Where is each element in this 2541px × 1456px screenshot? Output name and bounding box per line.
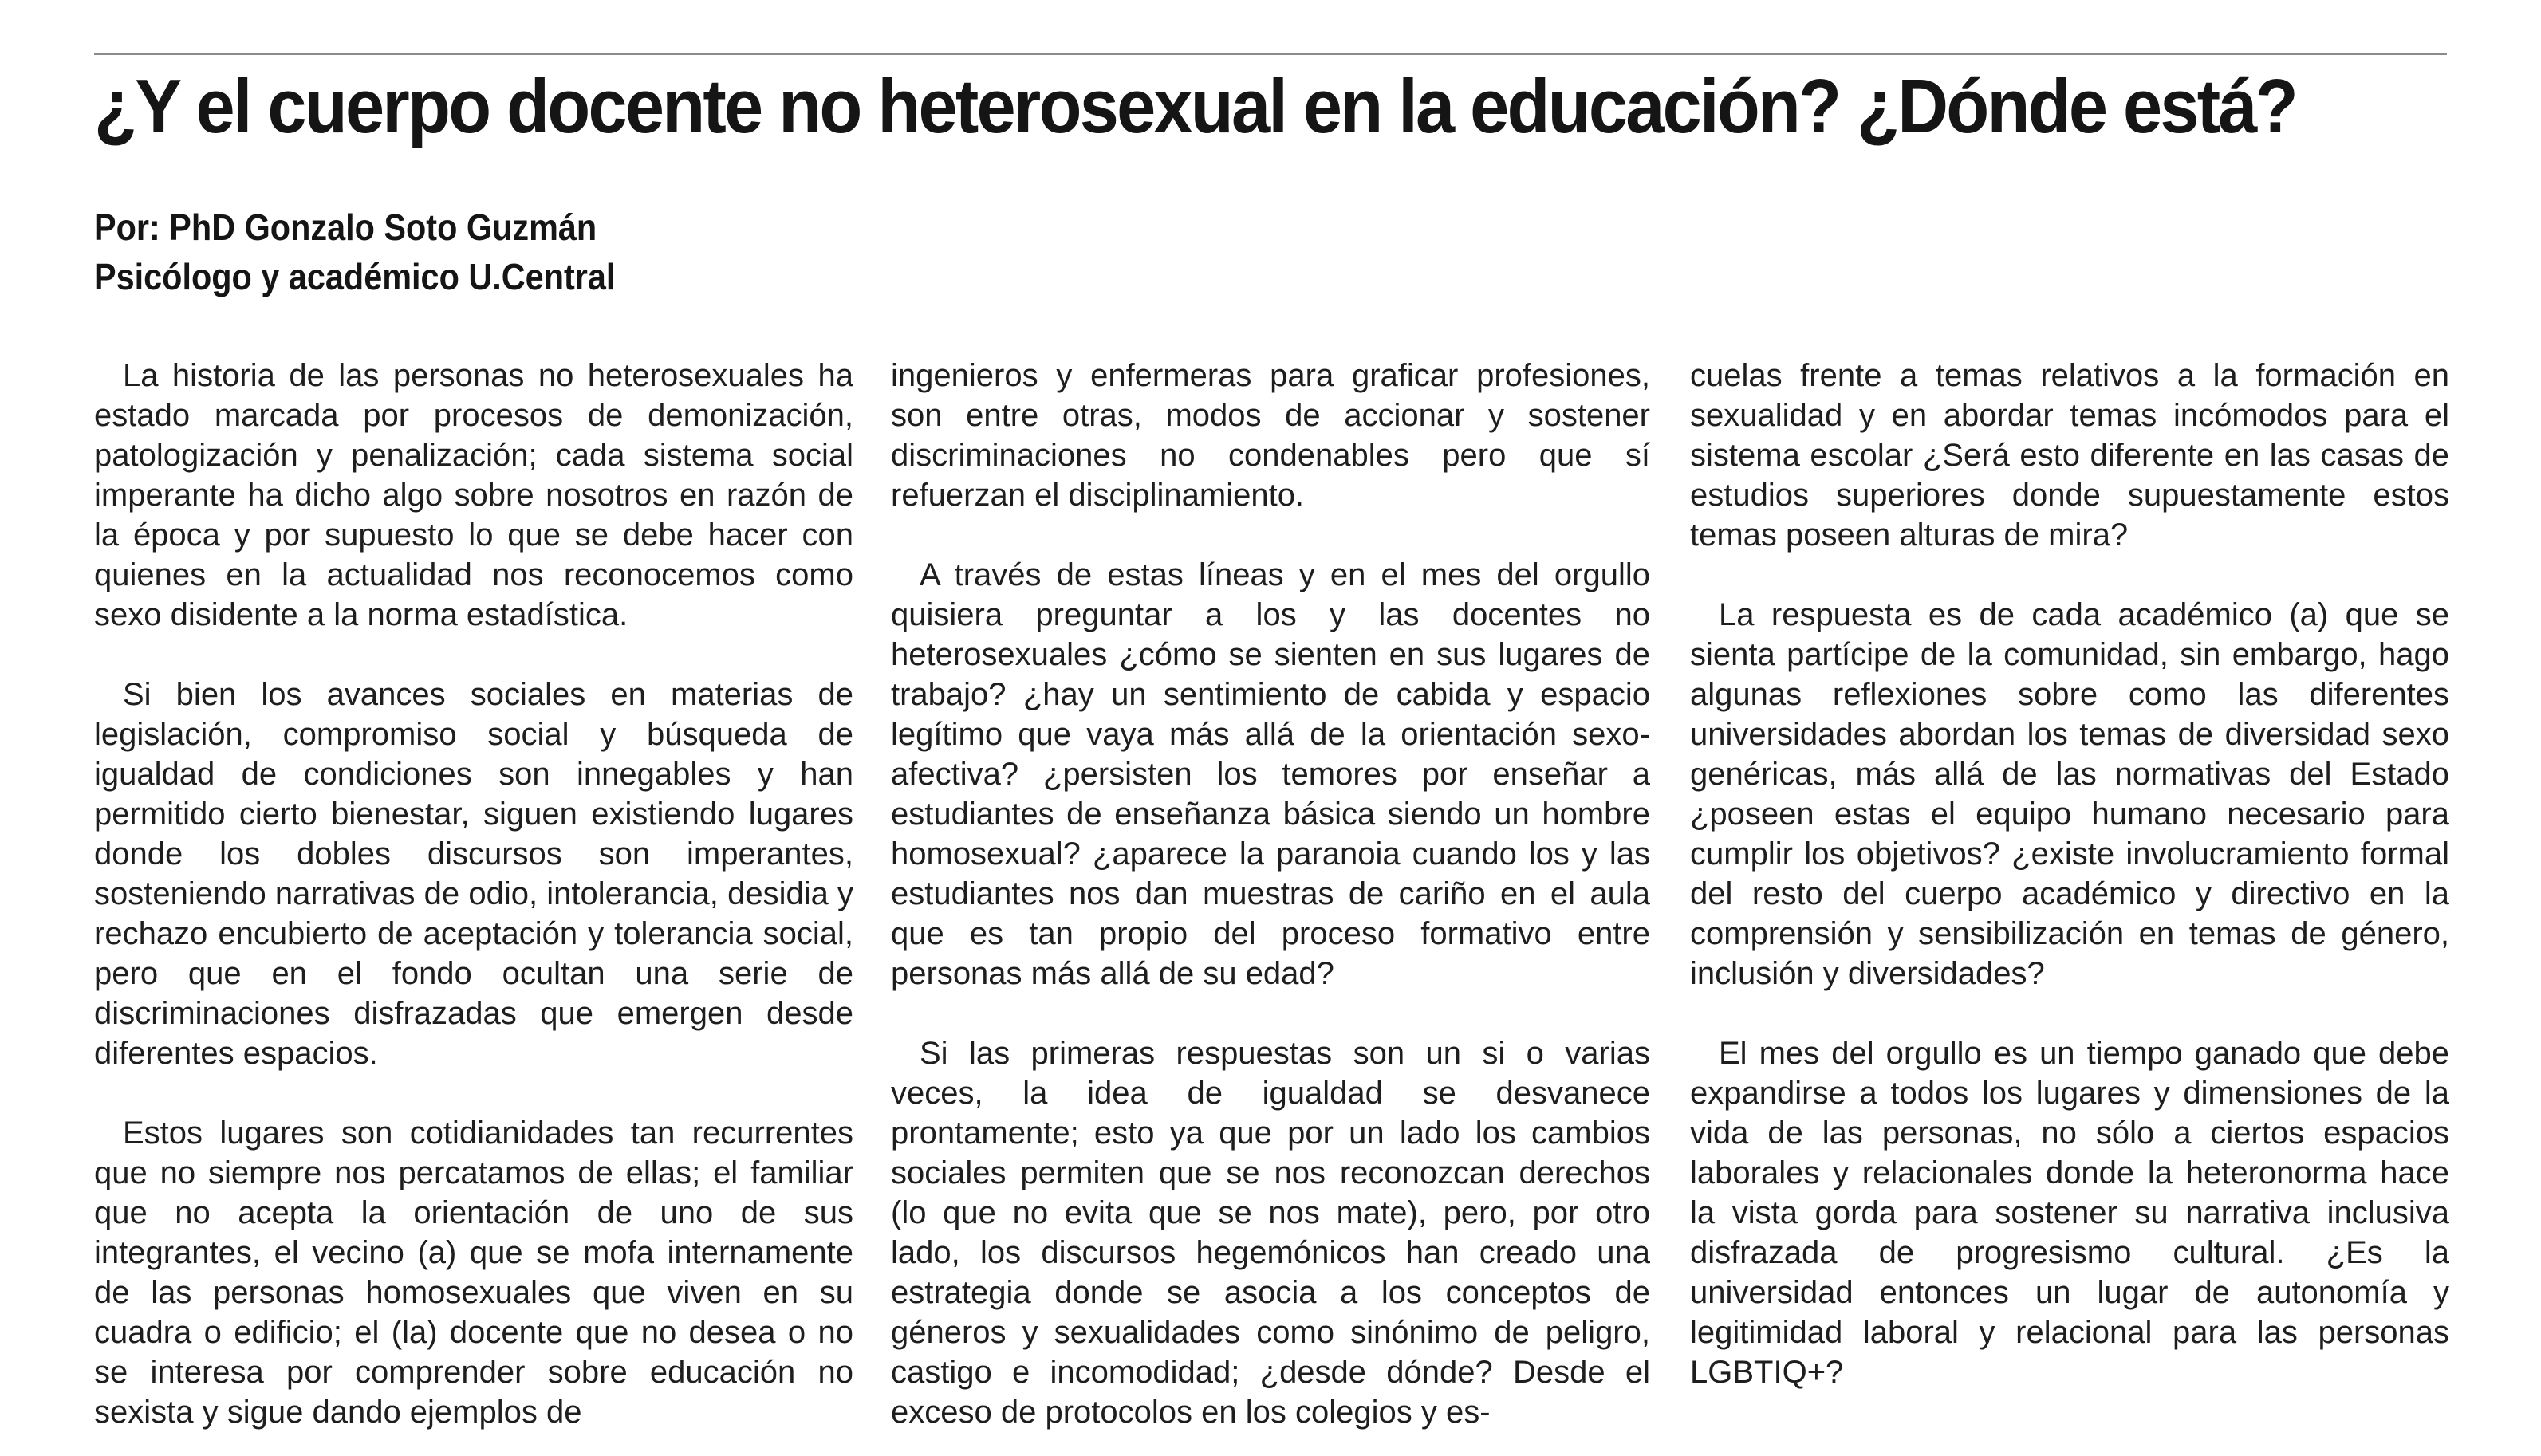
text-column-3 (1690, 356, 2449, 1392)
paragraph: A través de estas líneas y en el mes del orgullo quisiera preguntar a los y las docentes no heterosexuales ¿cómo se sienten en sus lugares de trabajo? ¿hay un sentimiento de cabida y espacio legítimo que vaya más allá de la orientación sexo-afectiva? ¿persisten los temores por enseñar a estudiantes de enseñanza básica siendo un hombre homosexual? ¿aparece la paranoia cuando los y las estudiantes nos dan muestras de cariño en el aula que es tan propio del proceso formativo entre personas más allá de su edad? (891, 557, 1650, 991)
article-title: ¿Y el cuerpo docente no heterosexual en la educación? ¿Dónde está? (94, 64, 2296, 149)
paragraph-continued: cuelas frente a temas relativos a la formación en sexualidad y en abordar temas incómodos para el sistema escolar ¿Será esto diferente en las casas de estudios superiores donde supuestamente estos temas poseen alturas de mira? (1690, 358, 2449, 553)
paragraph: La respuesta es de cada académico (a) que se sienta partícipe de la comunidad, sin embargo, hago algunas reflexiones sobre como las diferentes universidades abordan los temas de diversidad sexo genéricas, más allá de las normativas del Estado ¿poseen estas el equipo humano necesario para cumplir los objetivos? ¿existe involucramiento formal del resto del cuerpo académico y directivo en la comprensión y sensibilización en temas de género, inclusión y diversidades? (1690, 597, 2449, 991)
paragraph: Si las primeras respuestas son un si o varias veces, la idea de igualdad se desvanece prontamente; esto ya que por un lado los cambios sociales permiten que se nos reconozcan derechos (lo que no evita que se nos mate), pero, por otro lado, los discursos hegemónicos han creado una estrategia donde se asocia a los conceptos de géneros y sexualidades como sinónimo de peligro, castigo e incomodidad; ¿desde dónde? Desde el exceso de protocolos en los colegios y es- (891, 1036, 1650, 1430)
text-column-1 (94, 356, 853, 1432)
text-column-2 (891, 356, 1650, 1432)
paragraph: El mes del orgullo es un tiempo ganado que debe expandirse a todos los lugares y dimensiones de la vida de las personas, no sólo a ciertos espacios laborales y relacionales donde la heteronorma hace la vista gorda para sostener su narrativa inclusiva disfrazada de progresismo cultural. ¿Es la universidad entonces un lugar de autonomía y legitimidad laboral y relacional para las personas LGBTIQ+? (1690, 1036, 2449, 1390)
paragraph: Si bien los avances sociales en materias de legislación, compromiso social y búsqueda de igualdad de condiciones son innegables y han permitido cierto bienestar, siguen existiendo lugares donde los dobles discursos son imperantes, sosteniendo narrativas de odio, intolerancia, desidia y rechazo encubierto de aceptación y tolerancia social, pero que en el fondo ocultan una serie de discriminaciones disfrazadas que emergen desde diferentes espacios. (94, 677, 853, 1071)
top-rule (94, 53, 2447, 55)
paragraph: Estos lugares son cotidianidades tan recurrentes que no siempre nos percatamos de ellas; el familiar que no acepta la orientación de uno de sus integrantes, el vecino (a) que se mofa internamente de las personas homosexuales que viven en su cuadra o edificio; el (la) docente que no desea o no se interesa por comprender sobre educación no sexista y sigue dando ejemplos de (94, 1116, 853, 1430)
byline-role: Psicólogo y académico U.Central (94, 256, 616, 297)
byline (94, 203, 615, 301)
paragraph: La historia de las personas no heterosexuales ha estado marcada por procesos de demonización, patologización y penalización; cada sistema social imperante ha dicho algo sobre nosotros en razón de la época y por supuesto lo que se debe hacer con quienes en la actualidad nos reconocemos como sexo disidente a la norma estadística. (94, 358, 853, 632)
byline-author: Por: PhD Gonzalo Soto Guzmán (94, 207, 597, 248)
paragraph-continued: ingenieros y enfermeras para graficar profesiones, son entre otras, modos de accionar y sostener discriminaciones no condenables pero que sí refuerzan el disciplinamiento. (891, 358, 1650, 513)
